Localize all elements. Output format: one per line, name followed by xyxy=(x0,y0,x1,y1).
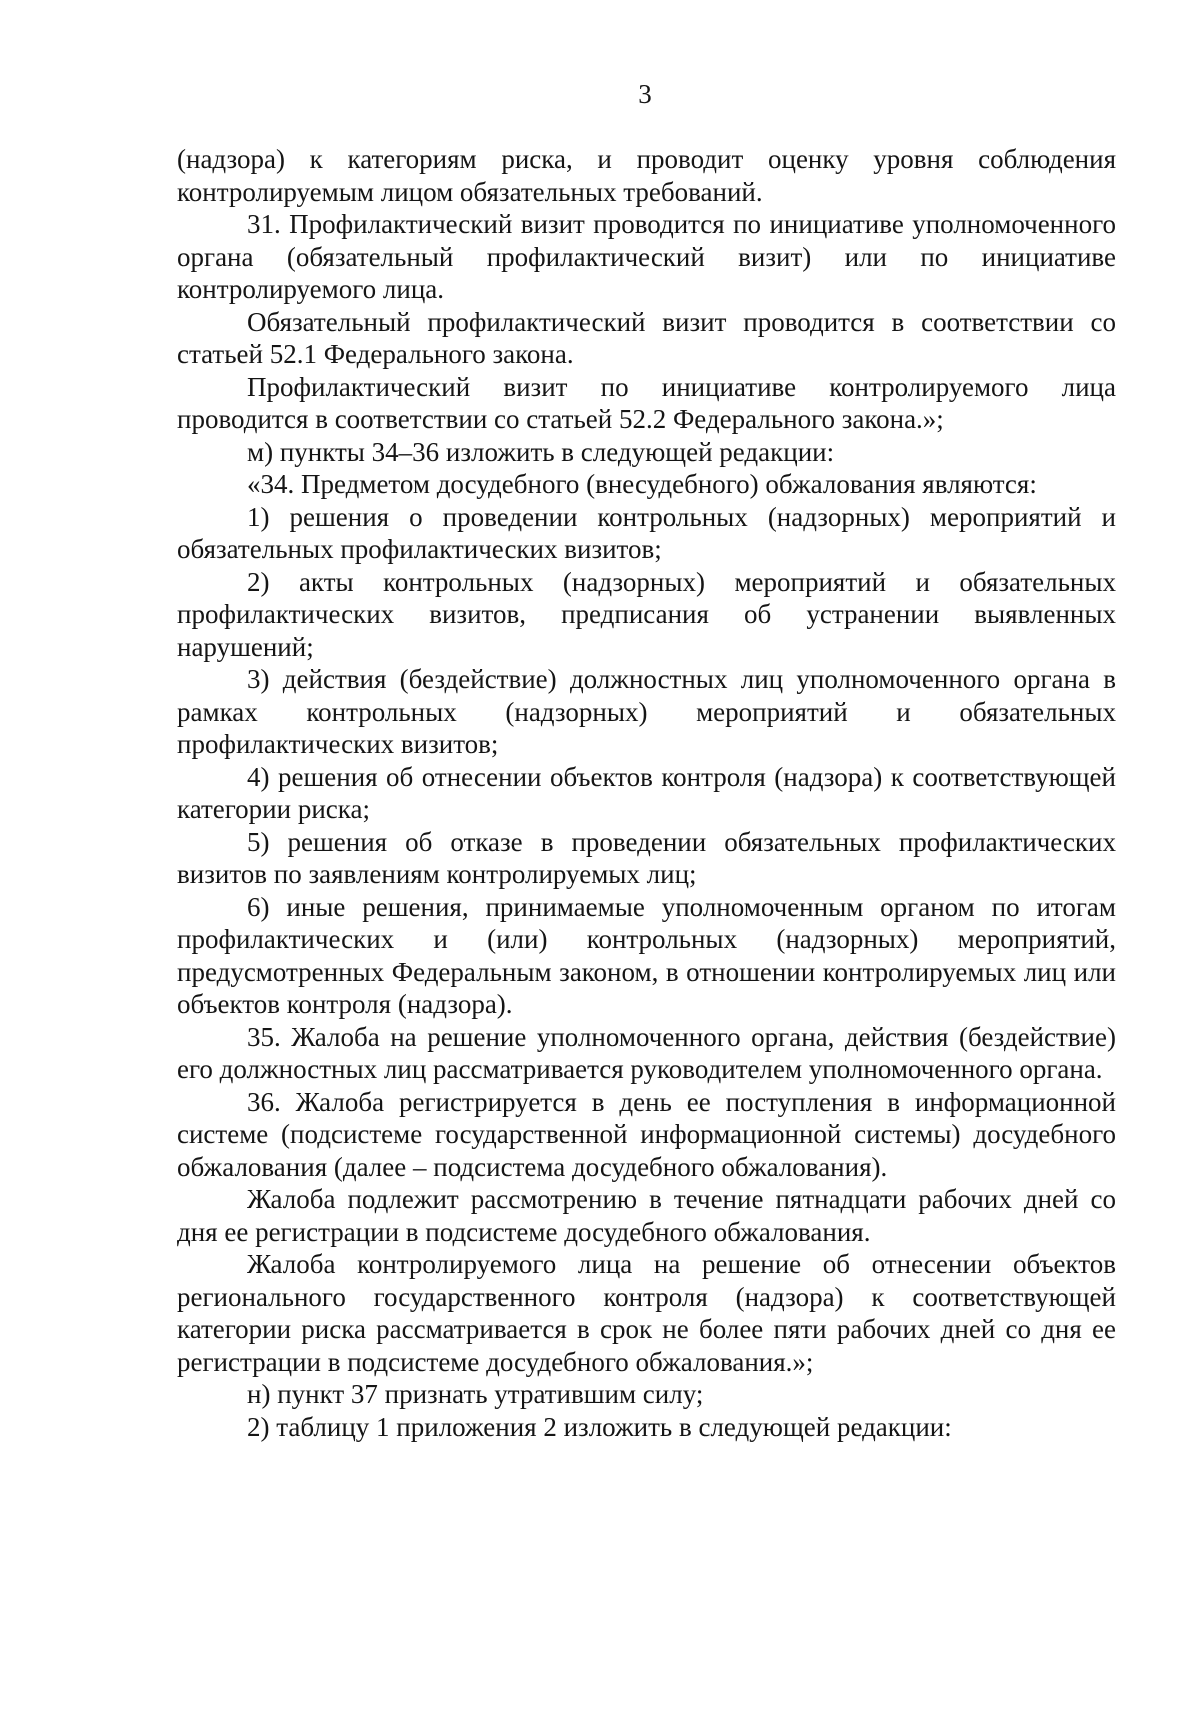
paragraph-review-period: Жалоба подлежит рассмотрению в течение пятнадцати рабочих дней со дня ее регистрации в подсистеме досудебного обжалования. xyxy=(177,1184,1116,1247)
paragraph-item-34: «34. Предметом досудебного (внесудебного) обжалования являются: xyxy=(247,469,1037,499)
paragraph-risk-category-complaint: Жалоба контролируемого лица на решение об отнесении объектов регионального государственного контроля (надзора) к соответствующей категории риска рассматривается в срок не более пяти рабочих дней со дня ее регистрации в подсистеме досудебного обжалования.»; xyxy=(177,1249,1116,1377)
document-body xyxy=(177,143,1116,1443)
list-item-1: 1) решения о проведении контрольных (надзорных) мероприятий и обязательных профилактических визитов; xyxy=(177,501,1116,564)
paragraph-item-36: 36. Жалоба регистрируется в день ее поступления в информационной системе (подсистеме государственной информационной системы) досудебного обжалования (далее – подсистема досудебного обжалования). xyxy=(177,1086,1116,1182)
paragraph-initiative-visit: Профилактический визит по инициативе контролируемого лица проводится в соответствии со статьей 52.2 Федерального закона.»; xyxy=(177,371,1116,434)
list-item-3: 3) действия (бездействие) должностных лиц уполномоченного органа в рамках контрольных (надзорных) мероприятий и обязательных профилактических визитов; xyxy=(177,664,1116,759)
list-item-4: 4) решения об отнесении объектов контроля (надзора) к соответствующей категории риска; xyxy=(177,761,1116,824)
paragraph-item-2-table: 2) таблицу 1 приложения 2 изложить в следующей редакции: xyxy=(247,1411,952,1442)
paragraph-mandatory-visit: Обязательный профилактический визит проводится в соответствии со статьей 52.1 Федерального закона. xyxy=(177,306,1116,369)
list-item-6: 6) иные решения, принимаемые уполномоченным органом по итогам профилактических и (или) контрольных (надзорных) мероприятий, предусмотренных Федеральным законом, в отношении контролируемых лиц или объектов контроля (надзора). xyxy=(177,891,1116,1019)
paragraph-subitem-m: м) пункты 34–36 изложить в следующей редакции: xyxy=(247,436,835,467)
list-item-2: 2) акты контрольных (надзорных) мероприятий и обязательных профилактических визитов, предписания об устранении выявленных нарушений; xyxy=(177,566,1116,662)
page-number: 3 xyxy=(638,79,652,109)
paragraph-subitem-n: н) пункт 37 признать утратившим силу; xyxy=(247,1379,704,1409)
paragraph-continuation: (надзора) к категориям риска, и проводит оценку уровня соблюдения контролируемым лицом обязательных требований. xyxy=(177,144,1116,207)
paragraph-item-31: 31. Профилактический визит проводится по инициативе уполномоченного органа (обязательный профилактический визит) или по инициативе контролируемого лица. xyxy=(177,209,1116,304)
paragraph-item-35: 35. Жалоба на решение уполномоченного органа, действия (бездействие) его должностных лиц рассматривается руководителем уполномоченного органа. xyxy=(177,1021,1116,1084)
list-item-5: 5) решения об отказе в проведении обязательных профилактических визитов по заявлениям контролируемых лиц; xyxy=(177,826,1116,889)
